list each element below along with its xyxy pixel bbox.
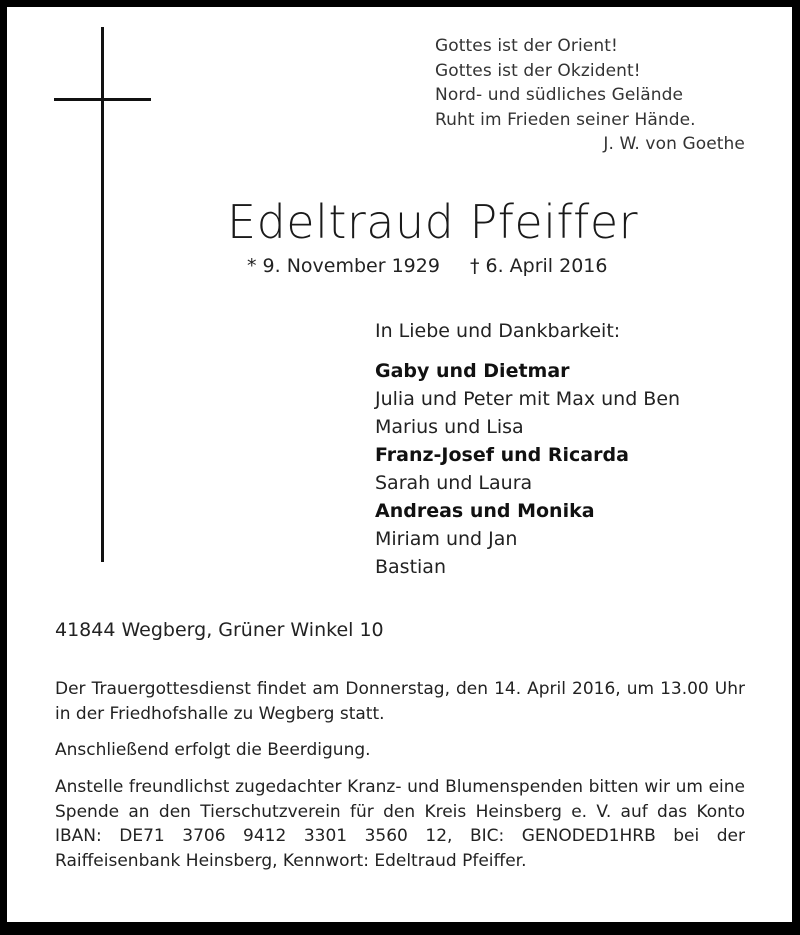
cross-icon-vertical: [101, 27, 104, 562]
address: 41844 Wegberg, Grüner Winkel 10: [55, 619, 384, 641]
obituary-notice: [7, 7, 792, 922]
family-intro: In Liebe und Dankbarkeit:: [375, 320, 621, 342]
poem-author: J. W. von Goethe: [603, 134, 745, 154]
poem-line: Gottes ist der Orient!: [435, 36, 618, 56]
family-member: Miriam und Jan: [375, 528, 518, 550]
family-member: Sarah und Laura: [375, 472, 533, 494]
life-dates: [247, 255, 607, 277]
family-member: Andreas und Monika: [375, 500, 595, 522]
family-member: Franz-Josef und Ricarda: [375, 444, 629, 466]
family-list: [375, 317, 680, 581]
family-member: Gaby und Dietmar: [375, 360, 570, 382]
cross-icon-horizontal: [54, 98, 151, 101]
poem-line: Ruht im Frieden seiner Hände.: [435, 109, 696, 130]
family-member: Marius und Lisa: [375, 416, 524, 438]
poem-line: Gottes ist der Okzident!: [435, 60, 641, 81]
death-date: † 6. April 2016: [469, 255, 608, 277]
donation-paragraph: Anstelle freundlichst zugedachter Kranz- und Blumenspenden bitten wir um eine Spende an den Tierschutzverein für den Kreis Heinsberg e. V. auf das Konto IBAN: DE71 3706 9412 3301 3560 12, BIC: GENODED1HRB bei der Raiffeisenbank Heinsberg, Kennwort: Edeltraud Pfeiffer.: [55, 777, 745, 871]
poem-line: Nord- und südliches Gelände: [435, 85, 684, 105]
birth-date: * 9. November 1929: [247, 255, 440, 277]
poem-quote: [435, 34, 745, 157]
service-info-paragraph: Der Trauergottesdienst findet am Donnerstag, den 14. April 2016, um 13.00 Uhr in der Friedhofshalle zu Wegberg statt.: [55, 679, 745, 724]
deceased-name: Edeltraud Pfeiffer: [227, 195, 639, 249]
family-member: Julia und Peter mit Max und Ben: [375, 388, 681, 410]
family-member: Bastian: [375, 556, 446, 578]
burial-paragraph: Anschließend erfolgt die Beerdigung.: [55, 740, 371, 760]
